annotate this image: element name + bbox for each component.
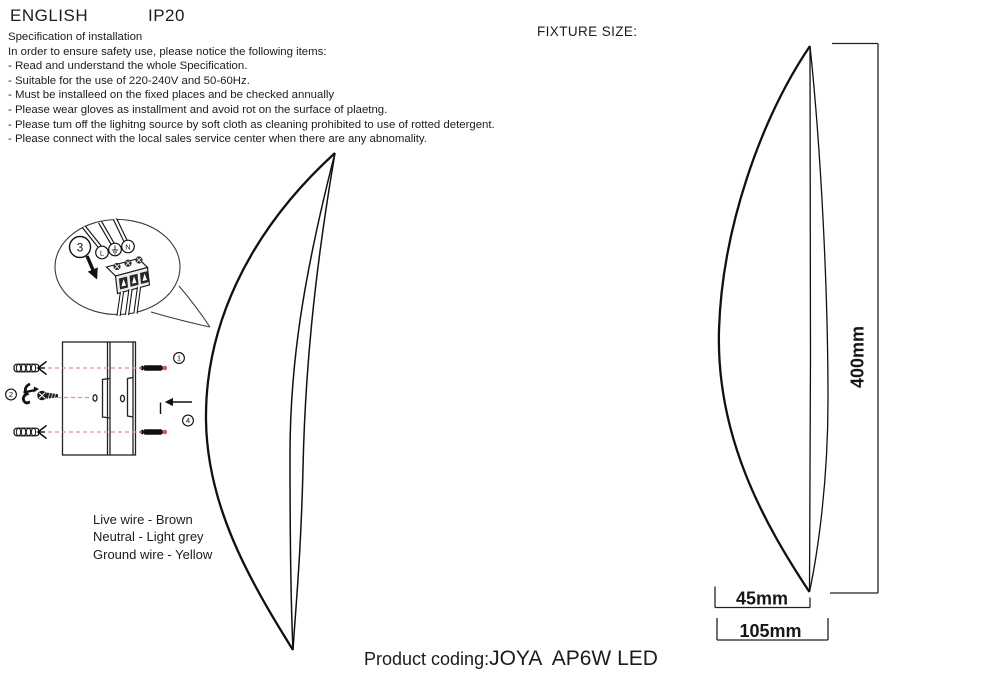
language-label: ENGLISH xyxy=(10,6,89,25)
spec-item: - Please wear gloves as installment and avoid rot on the surface of plaetng. xyxy=(8,103,388,116)
step2-number: 2 xyxy=(8,390,14,400)
step3-number: 3 xyxy=(76,240,84,255)
installation-diagram xyxy=(0,140,360,665)
spec-item: - Please connect with the local sales service center when there are any abnomality. xyxy=(8,133,427,146)
screw-tip-dot xyxy=(163,430,168,435)
height-dimension-label: 400mm xyxy=(847,325,868,389)
height-dimension xyxy=(830,44,878,594)
supply-wires xyxy=(84,219,134,259)
hang-direction-arrow-icon xyxy=(161,402,193,414)
product-coding-line xyxy=(364,647,658,671)
hook-icon xyxy=(23,384,39,403)
wall-anchor-icon xyxy=(14,426,47,439)
spec-item: - Must be installeed on the fixed places and be checked annually xyxy=(8,89,335,102)
step3-badge xyxy=(70,237,97,278)
step2-badge xyxy=(6,389,17,400)
spec-intro: In order to ensure safety use, please notice the following items: xyxy=(8,45,327,58)
product-code: JOYA AP6W LED xyxy=(489,647,658,670)
ip-rating-label: IP20 xyxy=(148,6,185,25)
step3-arrow-icon xyxy=(87,256,96,277)
fixture-front-curve xyxy=(719,46,810,592)
fixing-screw-icon xyxy=(139,365,168,370)
spec-item: - Read and understand the whole Specification. xyxy=(8,60,248,73)
fixture-size-label: FIXTURE SIZE: xyxy=(537,24,638,39)
spec-item: - Suitable for the use of 220-240V and 50-60Hz. xyxy=(8,74,250,87)
fixture-back-outer-line xyxy=(810,46,829,592)
center-screw-icon xyxy=(37,391,58,401)
terminal-block xyxy=(107,256,150,316)
fixture-profile xyxy=(719,46,828,592)
fixture-back-inner-line xyxy=(810,46,811,592)
spec-item: - Please tum off the lighitng source by soft cloth as cleaning prohibited to use of rotted detergent. xyxy=(8,118,495,131)
mounting-bracket xyxy=(63,342,136,455)
step1-number: 1 xyxy=(176,353,182,363)
fixing-screw-icon xyxy=(139,429,168,434)
step1-badge xyxy=(174,353,185,364)
screw-tip-dot xyxy=(163,366,168,371)
legend-live-wire: Live wire - Brown xyxy=(93,512,193,527)
spec-title: Specification of installation xyxy=(8,31,143,43)
specification-block xyxy=(8,30,495,147)
live-terminal-label: L xyxy=(99,248,105,258)
fixture-size-diagram xyxy=(690,30,890,650)
wall-anchor-icon xyxy=(14,362,47,375)
step4-badge xyxy=(183,415,194,426)
wire-color-legend xyxy=(93,511,212,563)
depth-dimension-label: 45mm xyxy=(735,588,789,609)
product-coding-label: Product coding: xyxy=(364,649,490,669)
lamp-front-curve xyxy=(206,153,335,650)
legend-neutral-wire: Neutral - Light grey xyxy=(93,529,204,545)
step4-number: 4 xyxy=(185,416,191,426)
neutral-terminal-label: N xyxy=(125,242,131,252)
lamp-back-outer-line xyxy=(293,153,335,650)
wall-lamp-side-view xyxy=(206,153,335,650)
lamp-back-inner-line xyxy=(290,153,335,650)
legend-ground-wire: Ground wire - Yellow xyxy=(93,546,213,562)
base-width-dimension-label: 105mm xyxy=(739,621,802,641)
